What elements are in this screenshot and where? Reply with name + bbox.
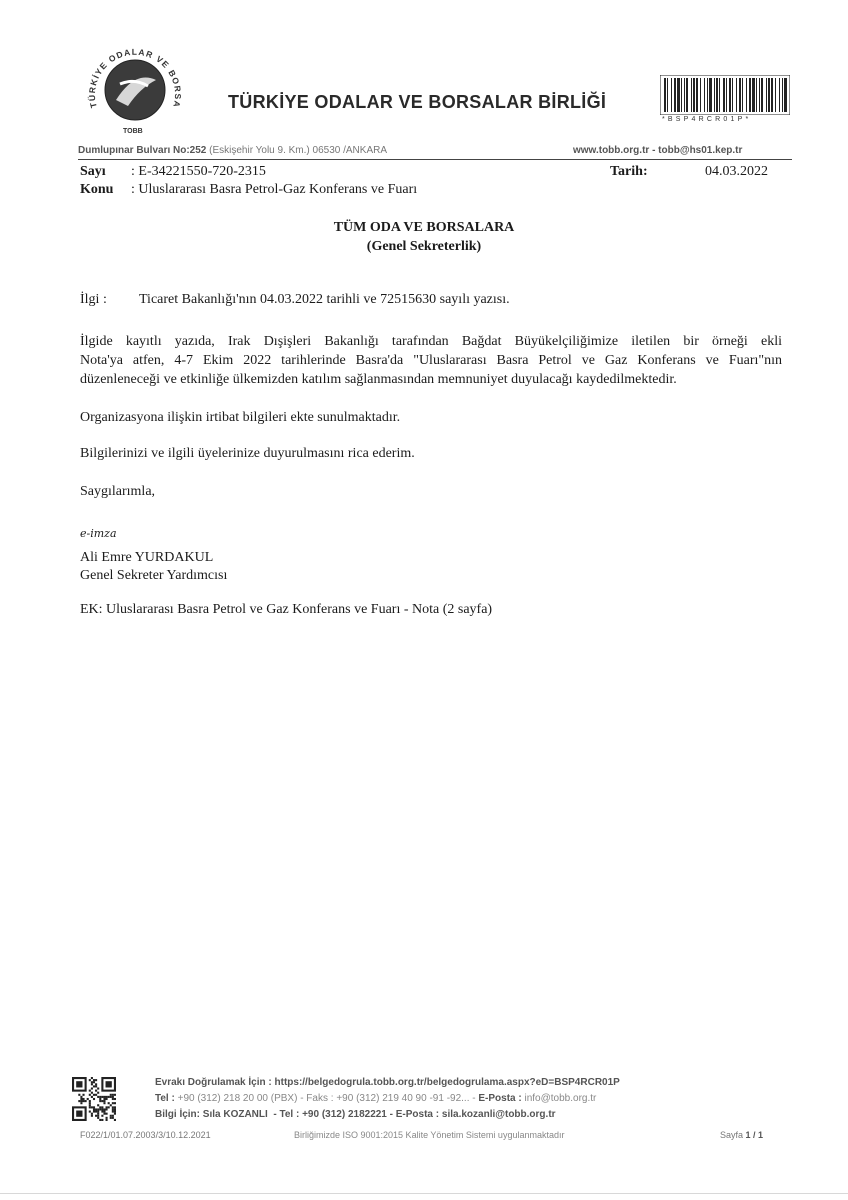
contact-info[interactable]: www.tobb.org.tr - tobb@hs01.kep.tr (573, 145, 743, 156)
footer-info-contact (155, 1109, 556, 1120)
tel-value: +90 (312) 218 20 00 (PBX) (177, 1093, 298, 1104)
footer-contact (155, 1093, 596, 1104)
konu-value: : Uluslararası Basra Petrol-Gaz Konferans ve Fuarı (131, 182, 418, 197)
bilgi-tel-label: - Tel : (273, 1109, 300, 1120)
addressee (0, 218, 848, 256)
e-signature-mark: e-imza (80, 527, 117, 540)
verify-label: Evrakı Doğrulamak İçin : (155, 1077, 272, 1088)
qr-code-image (72, 1077, 116, 1121)
header-divider (78, 159, 792, 160)
tarih-value: 04.03.2022 (705, 164, 768, 179)
iso-statement: Birliğimizde ISO 9001:2015 Kalite Yönetim Sistemi uygulanmaktadır (294, 1130, 565, 1140)
bilgi-name: Sıla KOZANLI (202, 1109, 268, 1120)
body-paragraph: Organizasyona ilişkin irtibat bilgileri ekte sunulmaktadır. (80, 410, 401, 425)
barcode-text: *BSP4RCR01P* (662, 116, 752, 123)
form-code: F022/1/01.07.2003/3/10.12.2021 (80, 1130, 211, 1140)
organization-title: TÜRKİYE ODALAR VE BORSALAR BİRLİĞİ (228, 92, 607, 112)
eposta-label: E-Posta : (478, 1093, 522, 1104)
paragraph-line: Nota'ya atfen, 4-7 Ekim 2022 tarihlerinde Basra'da "Uluslararası Basra Petrol ve Gaz Konferans ve Fuarı"nın (80, 353, 782, 368)
faks-value: +90 (312) 219 40 90 -91 -92... - (336, 1093, 476, 1104)
tel-label: Tel : (155, 1093, 175, 1104)
page-number (720, 1130, 763, 1140)
tobb-logo (76, 40, 194, 138)
address-rest: (Eskişehir Yolu 9. Km.) 06530 /ANKARA (209, 145, 388, 156)
bottom-divider (0, 1193, 848, 1194)
signer-title: Genel Sekreter Yardımcısı (80, 568, 228, 583)
bilgi-label: Bilgi İçin: (155, 1109, 200, 1120)
footer-verify (155, 1077, 620, 1088)
page-label: Sayfa (720, 1130, 744, 1140)
barcode (660, 75, 790, 115)
address-main: Dumlupınar Bulvarı No:252 (78, 145, 207, 156)
signer-name: Ali Emre YURDAKUL (80, 550, 214, 565)
eposta-value[interactable]: info@tobb.org.tr (524, 1093, 597, 1104)
barcode-image (660, 75, 790, 115)
body-paragraph: Bilgilerinizi ve ilgili üyelerinize duyurulmasını rica ederim. (80, 446, 415, 461)
bilgi-eposta[interactable]: sila.kozanli@tobb.org.tr (441, 1109, 556, 1120)
addressee-line: TÜM ODA VE BORSALARA (333, 220, 515, 235)
tarih-label: Tarih: (610, 164, 648, 179)
body-paragraph (80, 332, 782, 389)
svg-text:TOBB: TOBB (123, 128, 143, 135)
attachment-line: EK: Uluslararası Basra Petrol ve Gaz Konferans ve Fuarı - Nota (2 sayfa) (80, 602, 493, 617)
sayi-value: : E-34221550-720-2315 (131, 164, 266, 179)
ilgi-label: İlgi : (80, 292, 107, 307)
address (78, 145, 387, 156)
qr-code-icon (72, 1077, 116, 1121)
closing: Saygılarımla, (80, 484, 156, 499)
faks-label: - Faks : (300, 1093, 334, 1104)
svg-text:TÜRKİYE ODALAR VE BORSALAR BİR: TÜRKİYE ODALAR VE BORSA (86, 46, 184, 110)
ilgi-text: Ticaret Bakanlığı'nın 04.03.2022 tarihli ve 72515630 sayılı yazısı. (139, 292, 510, 307)
bilgi-eposta-label: - E-Posta : (389, 1109, 440, 1120)
paragraph-line: düzenleneceği ve etkinliğe ülkemizden katılım sağlanmasından memnuniyet duyulacağı kaydedilmektedir. (80, 372, 677, 387)
sayi-label: Sayı (80, 164, 106, 179)
konu-label: Konu (80, 182, 114, 197)
paragraph-line: İlgide kayıtlı yazıda, Irak Dışişleri Bakanlığı tarafından Bağdat Büyükelçiliğimize iletilen bir örneği ekli (80, 334, 782, 349)
bilgi-tel: +90 (312) 2182221 (302, 1109, 387, 1120)
addressee-department: (Genel Sekreterlik) (366, 239, 482, 254)
page-value: 1 / 1 (745, 1130, 764, 1140)
verify-link[interactable]: https://belgedogrula.tobb.org.tr/belgedogrulama.aspx?eD=BSP4RCR01P (274, 1077, 620, 1088)
